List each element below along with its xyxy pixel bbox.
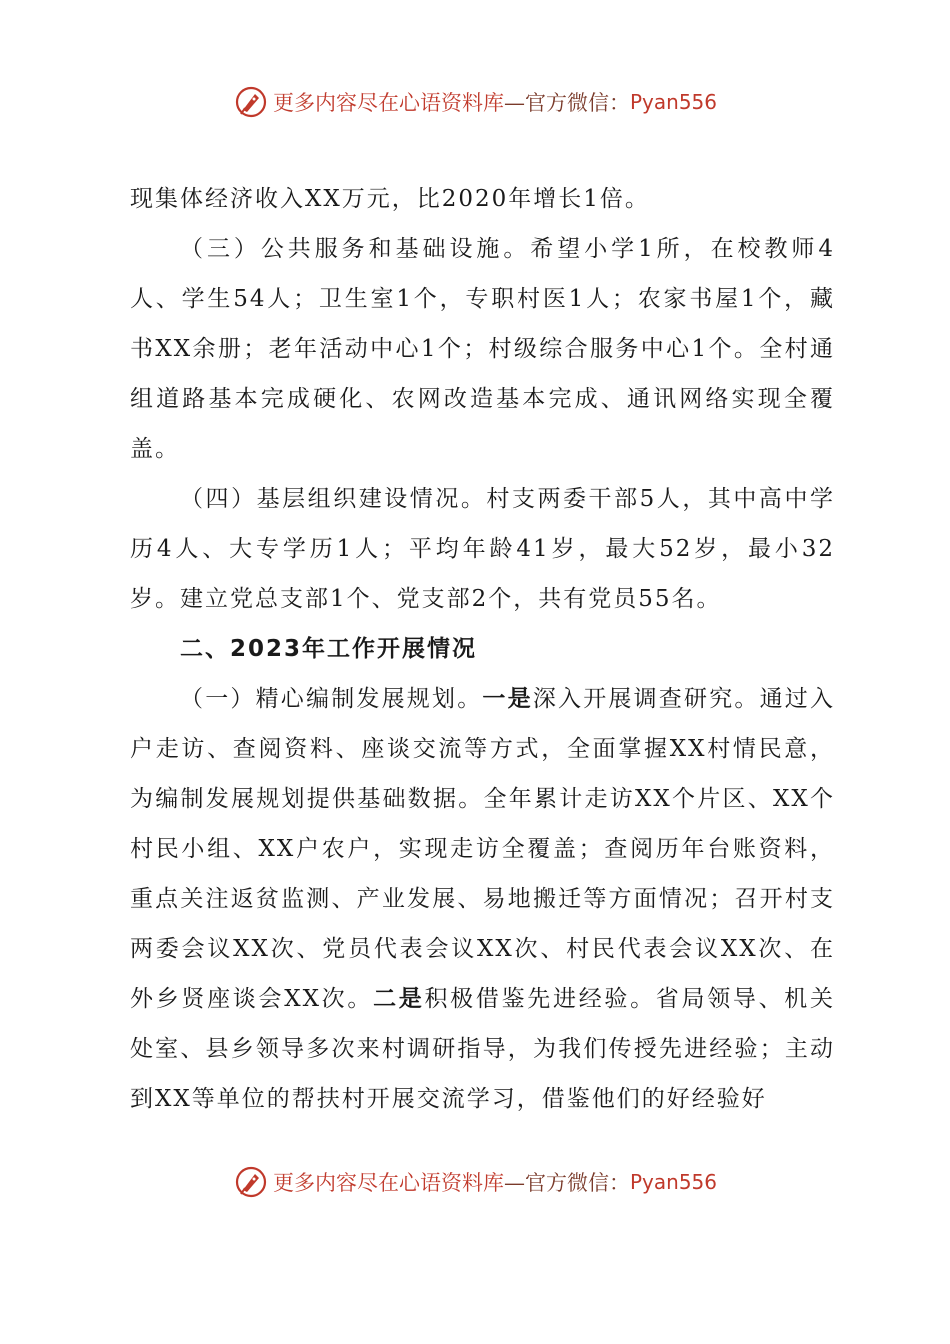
banner-wechat-id: Pyan556 — [629, 1170, 717, 1194]
paragraph-income: 现集体经济收入XX万元，比2020年增长1倍。 — [130, 186, 650, 212]
pen-nib-circle-icon — [233, 84, 269, 120]
point-one-text: 深入开展调查研究。通过入户走访、查阅资料、座谈交流等方式，全面掌握XX村情民意，为编制发展规划提供基础数据。全年累计走访XX个片区、XX个村民小组、XX户农户，实现走访全覆盖；查阅历年台账资料，重点关注返贫监测、产业发展、易地搬迁等方面情况；召开村支两委会议XX次、党员代表会议XX次、村民代表会议XX次、在外乡贤座谈会XX次。 — [130, 686, 836, 1012]
paragraph-planning — [130, 674, 835, 1124]
point-one-label: 一是 — [482, 685, 533, 712]
point-two-text: 积极借鉴先进经验。省局领导、机关处室、县乡领导多次来村调研指导，为我们传授先进经验；主动到XX等单位的帮扶村开展交流学习，借鉴他们的好经验好 — [130, 986, 836, 1112]
footer-banner — [0, 1160, 950, 1204]
banner-wechat-label: —官方微信： — [503, 91, 630, 115]
document-body — [130, 174, 835, 1124]
paragraph-grassroots-org: （四）基层组织建设情况。村支两委干部5人，其中高中学历4人、大专学历1人；平均年龄41岁，最大52岁，最小32岁。建立党总支部1个、党支部2个，共有党员55名。 — [130, 486, 835, 612]
banner-slogan: 更多内容尽在心语资料库 — [272, 91, 504, 115]
planning-title: （一）精心编制发展规划。 — [180, 686, 483, 712]
banner-wechat-label: —官方微信： — [503, 1171, 630, 1195]
section-heading-2023-work: 二、2023年工作开展情况 — [180, 636, 478, 662]
point-two-label: 二是 — [373, 985, 425, 1012]
paragraph-public-services: （三）公共服务和基础设施。希望小学1所，在校教师4人、学生54人；卫生室1个，专职村医1人；农家书屋1个，藏书XX余册；老年活动中心1个；村级综合服务中心1个。全村通组道路基本完成硬化、农网改造基本完成、通讯网络实现全覆盖。 — [130, 236, 835, 462]
header-banner — [0, 80, 950, 124]
pen-nib-circle-icon — [233, 1164, 269, 1200]
banner-wechat-id: Pyan556 — [629, 90, 717, 114]
banner-slogan: 更多内容尽在心语资料库 — [272, 1171, 504, 1195]
